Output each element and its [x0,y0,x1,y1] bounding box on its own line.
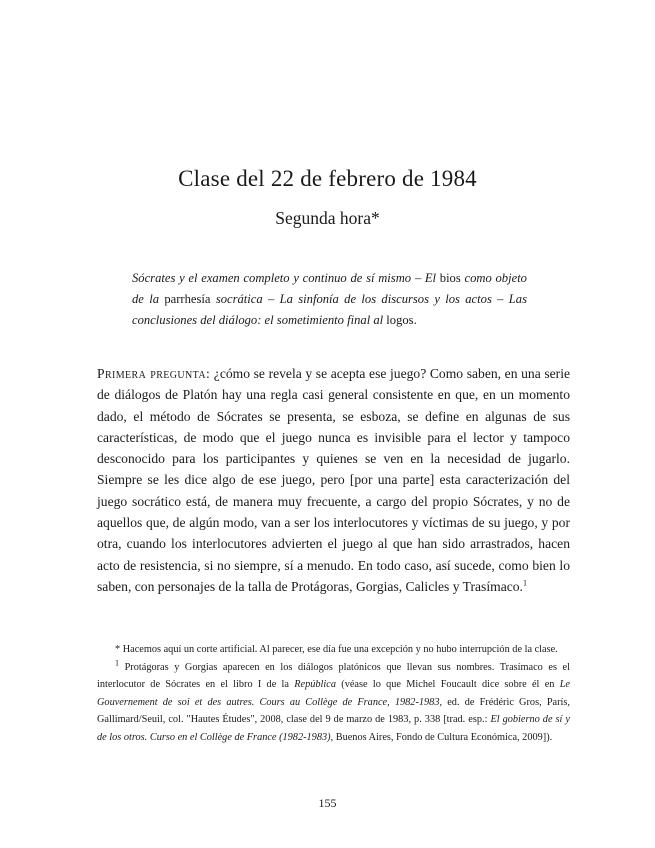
summary-term-bios: bios [439,271,461,285]
footnote-1-text-e: , ed. de Frédéric Gros, París, Gallimard/Seuil, col. "Hautes Études", 2008, clase del 9 de marzo de 1983, p. 338 [trad. esp.: [97,696,570,726]
summary-text-3: socrática – La sinfonía de los discursos y los actos – Las conclusiones del diálogo: el sometimiento final al [132,292,527,327]
footnote-1-text-c: (véase lo que Michel Foucault dice sobre él en [336,679,560,691]
footnote-1-text-g: , Buenos Aires, Fondo de Cultura Económica, 2009]). [330,731,553,743]
body-lead-in: Primera pregunta: [97,366,211,381]
page-number: 155 [318,796,337,810]
footnote-1-text-a: Protágoras y Gorgias aparecen en los diálogos platónicos que llevan sus nombres. Trasímaco es el interlocutor de Sócrates en el libro I de la [97,661,570,691]
footnote-1-title-gobierno: El gobierno de sí y de los otros. Curso en el Collège de France (1982-1983) [97,714,570,743]
summary-text-1: Sócrates y el examen completo y continuo de sí mismo – El [132,271,440,285]
footnote-1-title-gouvernement: Le Gouvernement de soi et des autres. Cours au Collège de France, 1982-1983 [97,679,570,708]
summary-term-logos: logos [386,313,414,327]
body-paragraph [97,363,570,597]
page-subtitle: Segunda hora* [275,208,380,228]
chapter-summary [132,268,527,331]
footnote-1-title-republica: República [294,679,336,691]
summary-end: . [413,313,417,327]
footnote-1-mark: 1 [115,658,119,668]
summary-term-parrhesia: parrhesía [164,292,211,306]
summary-text-2: como objeto de la [132,271,527,306]
footnote-star: * Hacemos aquí un corte artificial. Al parecer, ese día fue una excepción y no hubo interrupción de la clase. [115,644,558,655]
body-text: ¿cómo se revela y se acepta ese juego? Como saben, en una serie de diálogos de Platón hay una regla casi general consistente en que, en un momento dado, el método de Sócrates se presenta, se esboza, se define en algunas de sus características, de modo que el juego nunca es invisible para el lector y tampoco desconocido para los participantes y quienes se ven en la necesidad de jugarlo. Siempre se les dice algo de ese juego, pero [por una parte] esta caracterización del juego socrático está, de manera muy frecuente, a cargo del propio Sócrates, y no de aquellos que, de algún modo, van a ser los interlocutores y víctimas de su juego, y por otra, cuando los interlocutores advierten el juego al que han sido arrastrados, hacen acto de resistencia, si no siempre, sí a menudo. En todo caso, así sucede, como bien lo saben, con personajes de la talla de Protágoras, Gorgias, Calicles y Trasímaco. [97,366,571,594]
footnote-1 [97,659,570,747]
page-title: Clase del 22 de febrero de 1984 [178,166,477,191]
footnote-reference: 1 [522,578,527,588]
footnotes [97,641,570,747]
